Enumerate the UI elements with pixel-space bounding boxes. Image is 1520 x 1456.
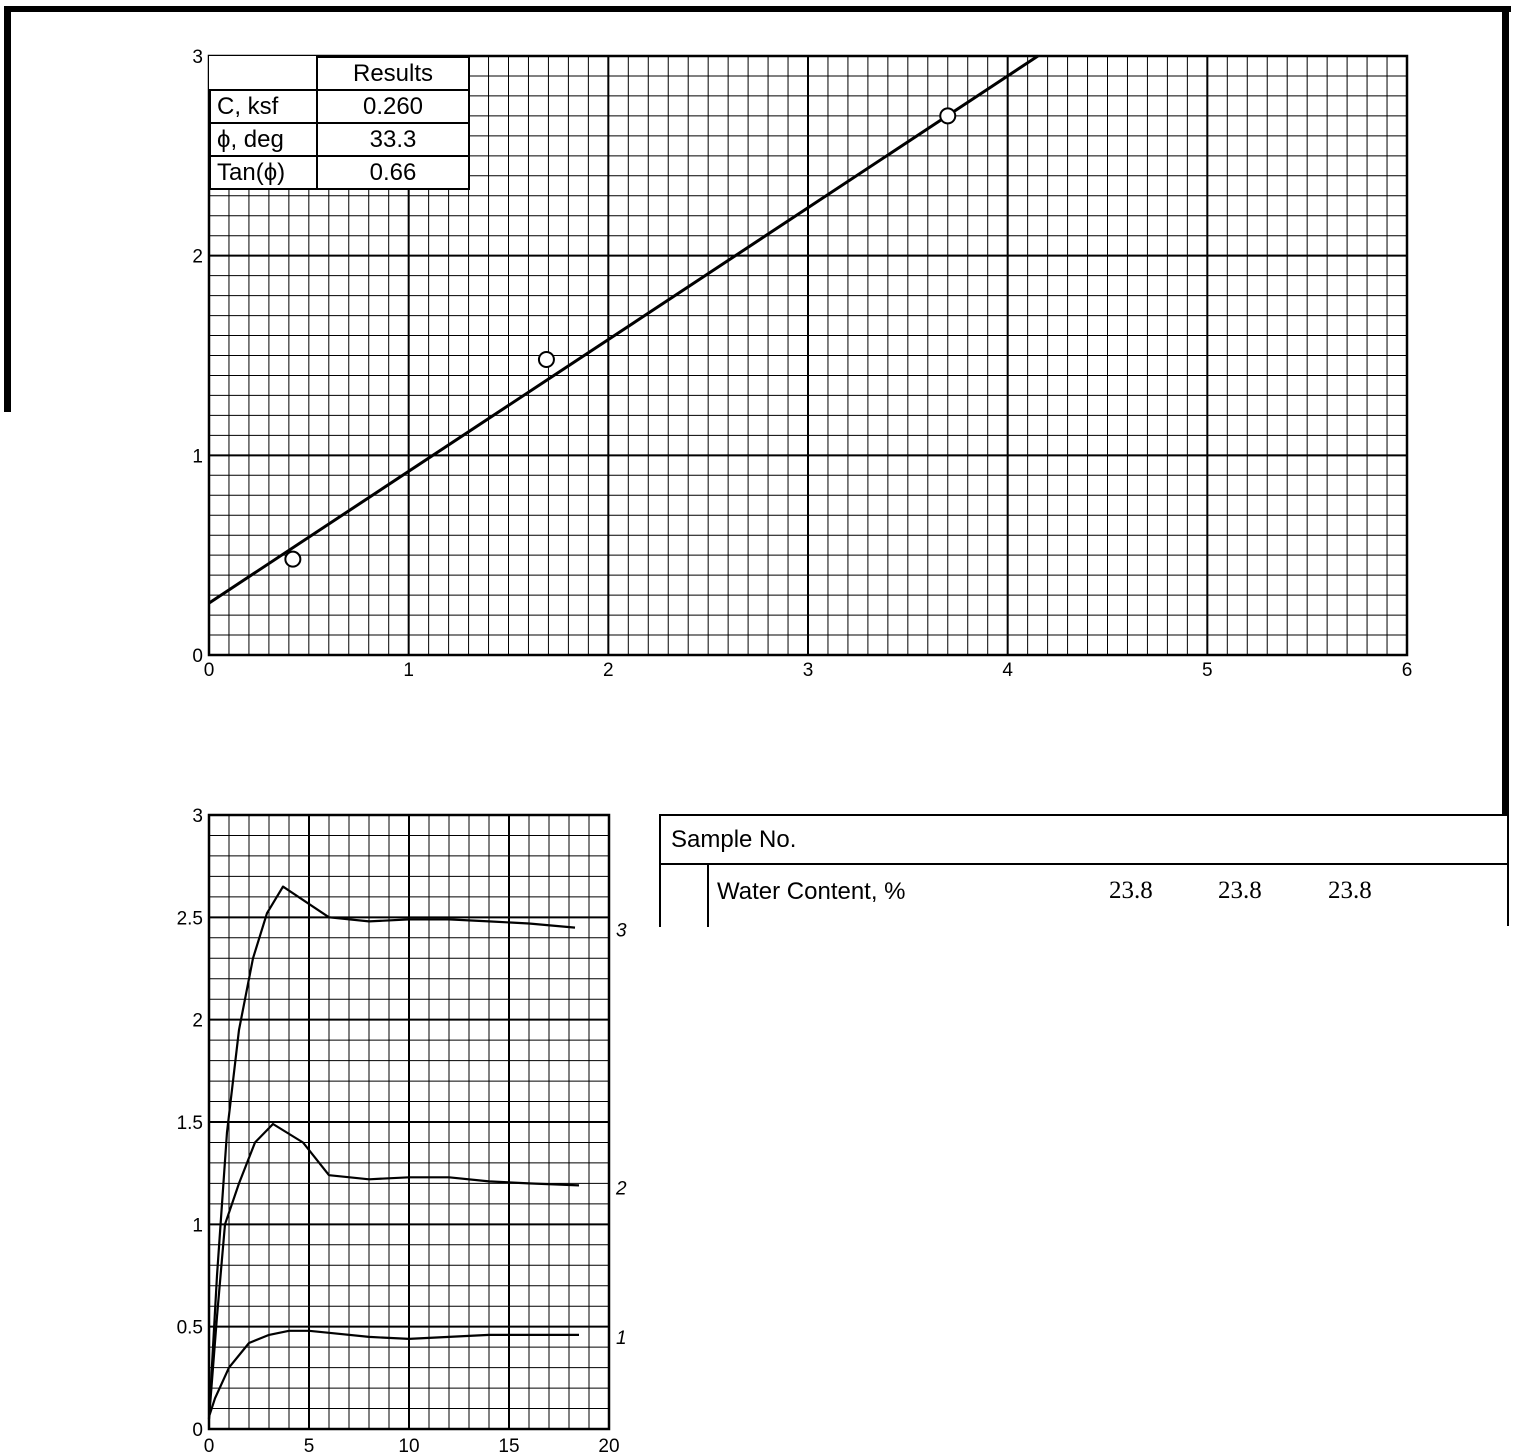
chart1-y-tick-label: 1 — [192, 446, 203, 468]
chart2-y-tick-label: 0.5 — [176, 1317, 203, 1339]
water-content-value-3: 23.8 — [1328, 877, 1372, 904]
chart1-y-tick-label: 0 — [192, 646, 203, 667]
chart1-y-tick-label: 2 — [192, 246, 203, 268]
sample-no-label: Sample No. — [671, 826, 797, 853]
chart1-x-tick-label: 1 — [403, 660, 414, 681]
chart2-y-tick-label: 1 — [192, 1215, 203, 1237]
sample-data-table — [659, 814, 1507, 927]
results-header: Results — [317, 57, 469, 90]
chart2-x-tick-label: 0 — [203, 1436, 215, 1456]
chart1-x-tick-label: 4 — [1002, 660, 1013, 681]
stress-displacement-chart — [0, 0, 700, 1456]
sample-header-separator — [661, 863, 1507, 865]
chart1-x-tick-label: 5 — [1202, 660, 1213, 681]
chart2-x-tick-label: 5 — [303, 1436, 315, 1456]
chart1-x-tick-label: 3 — [802, 660, 814, 681]
chart2-y-tick-label: 1.5 — [176, 1113, 203, 1134]
chart2-x-tick-label: 20 — [598, 1436, 620, 1456]
chart2-y-tick-label: 0 — [192, 1420, 203, 1441]
chart1-data-point — [940, 108, 955, 123]
results-label-cohesion: C, ksf — [210, 90, 317, 123]
chart2-y-tick-label: 2.5 — [176, 908, 203, 930]
chart1-x-tick-label: 0 — [203, 660, 215, 681]
chart2-curve-label-1: 1 — [616, 1327, 627, 1349]
water-content-value-2: 23.8 — [1218, 877, 1262, 904]
results-label-tanphi: Tan(ϕ) — [210, 156, 317, 189]
water-content-value-1: 23.8 — [1109, 877, 1153, 904]
chart1-x-tick-label: 6 — [1401, 660, 1413, 681]
chart2-curve-labels — [615, 921, 627, 1349]
sample-column-separator — [707, 865, 709, 927]
chart2-y-tick-label: 2 — [192, 1010, 203, 1032]
chart2-x-ticks — [204, 1436, 620, 1456]
chart2-y-ticks — [177, 806, 203, 1441]
results-label-phi: ϕ, deg — [210, 123, 317, 156]
water-content-label: Water Content, % — [717, 878, 906, 905]
results-value-tanphi: 0.66 — [317, 156, 469, 189]
chart2-curve-label-3: 3 — [616, 920, 627, 942]
chart2-grid — [209, 815, 609, 1429]
chart2-curve-label-2: 2 — [616, 1178, 627, 1200]
results-value-cohesion: 0.260 — [317, 90, 469, 123]
chart1-y-tick-label: 3 — [192, 47, 203, 68]
chart2-x-tick-label: 10 — [398, 1436, 420, 1456]
results-value-phi: 33.3 — [317, 123, 469, 156]
chart1-x-tick-label: 2 — [603, 660, 614, 681]
chart2-y-tick-label: 3 — [192, 806, 203, 827]
chart2-x-tick-label: 15 — [498, 1436, 520, 1456]
